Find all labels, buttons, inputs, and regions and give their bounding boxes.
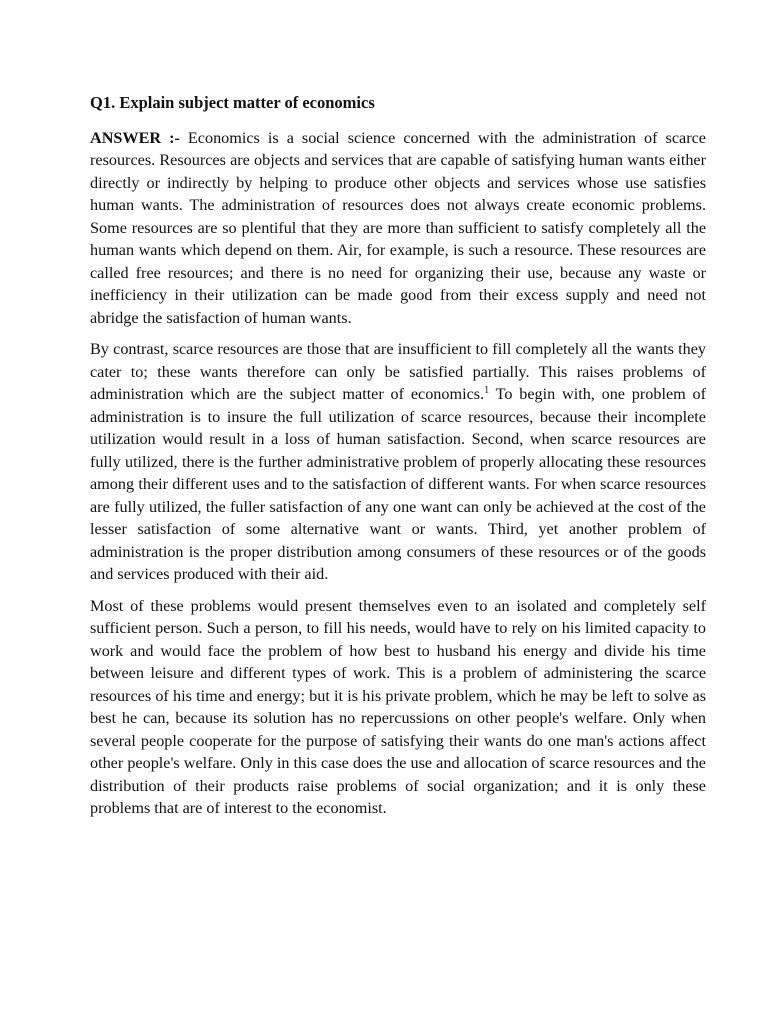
answer-paragraph-1 (90, 127, 706, 330)
answer-paragraph-3: Most of these problems would present themselves even to an isolated and completely self sufficient person. Such a person, to fill his needs, would have to rely on his limited capacity to work and would face the problem of how best to husband his energy and divide his time between leisure and different types of work. This is a problem of administering the scarce resources of his time and energy; but it is his private problem, which he may be left to solve as best he can, because its solution has no repercussions on other people's welfare. Only when several people cooperate for the purpose of satisfying their wants do one man's actions affect other people's welfare. Only in this case does the use and allocation of scarce resources and the distribution of their products raise problems of social organization; and it is only these problems that are of interest to the economist. (90, 596, 706, 817)
question-heading: Q1. Explain subject matter of economics (90, 93, 375, 112)
answer-label: ANSWER :- (90, 128, 180, 147)
document-page (90, 92, 706, 829)
answer-paragraph-2-text-b: To begin with, one problem of administration is to insure the full utilization of scarce resources, because their incomplete utilization would result in a loss of human satisfaction. Second, when scarce resources are fully utilized, there is the further administrative problem of properly allocating these resources among their different uses and to the satisfaction of different wants. For when scarce resources are fully utilized, the fuller satisfaction of any one want can only be achieved at the cost of the lesser satisfaction of some alternative want or wants. Third, yet another problem of administration is the proper distribution among consumers of these resources or of the goods and services produced with their aid. (90, 385, 707, 583)
footnote-reference: 1 (484, 385, 490, 396)
answer-paragraph-1-text: Economics is a social science concerned with the administration of scarce resources. Resources are objects and services that are capable of satisfying human wants either directly or indirectly by helping to produce other objects and services whose use satisfies human wants. The administration of resources does not always create economic problems. Some resources are so plentiful that they are more than sufficient to satisfy completely all the human wants which depend on them. Air, for example, is such a resource. These resources are called free resources; and there is no need for organizing their use, because any waste or inefficiency in their utilization can be made good from their excess supply and need not abridge the satisfaction of human wants. (90, 128, 706, 327)
answer-paragraph-2 (90, 338, 706, 586)
answer-paragraph-2-text-a: By contrast, scarce resources are those that are insufficient to fill completely all the wants they cater to; these wants therefore can only be satisfied partially. This raises problems of administration which are the subject matter of economics. (90, 340, 706, 403)
